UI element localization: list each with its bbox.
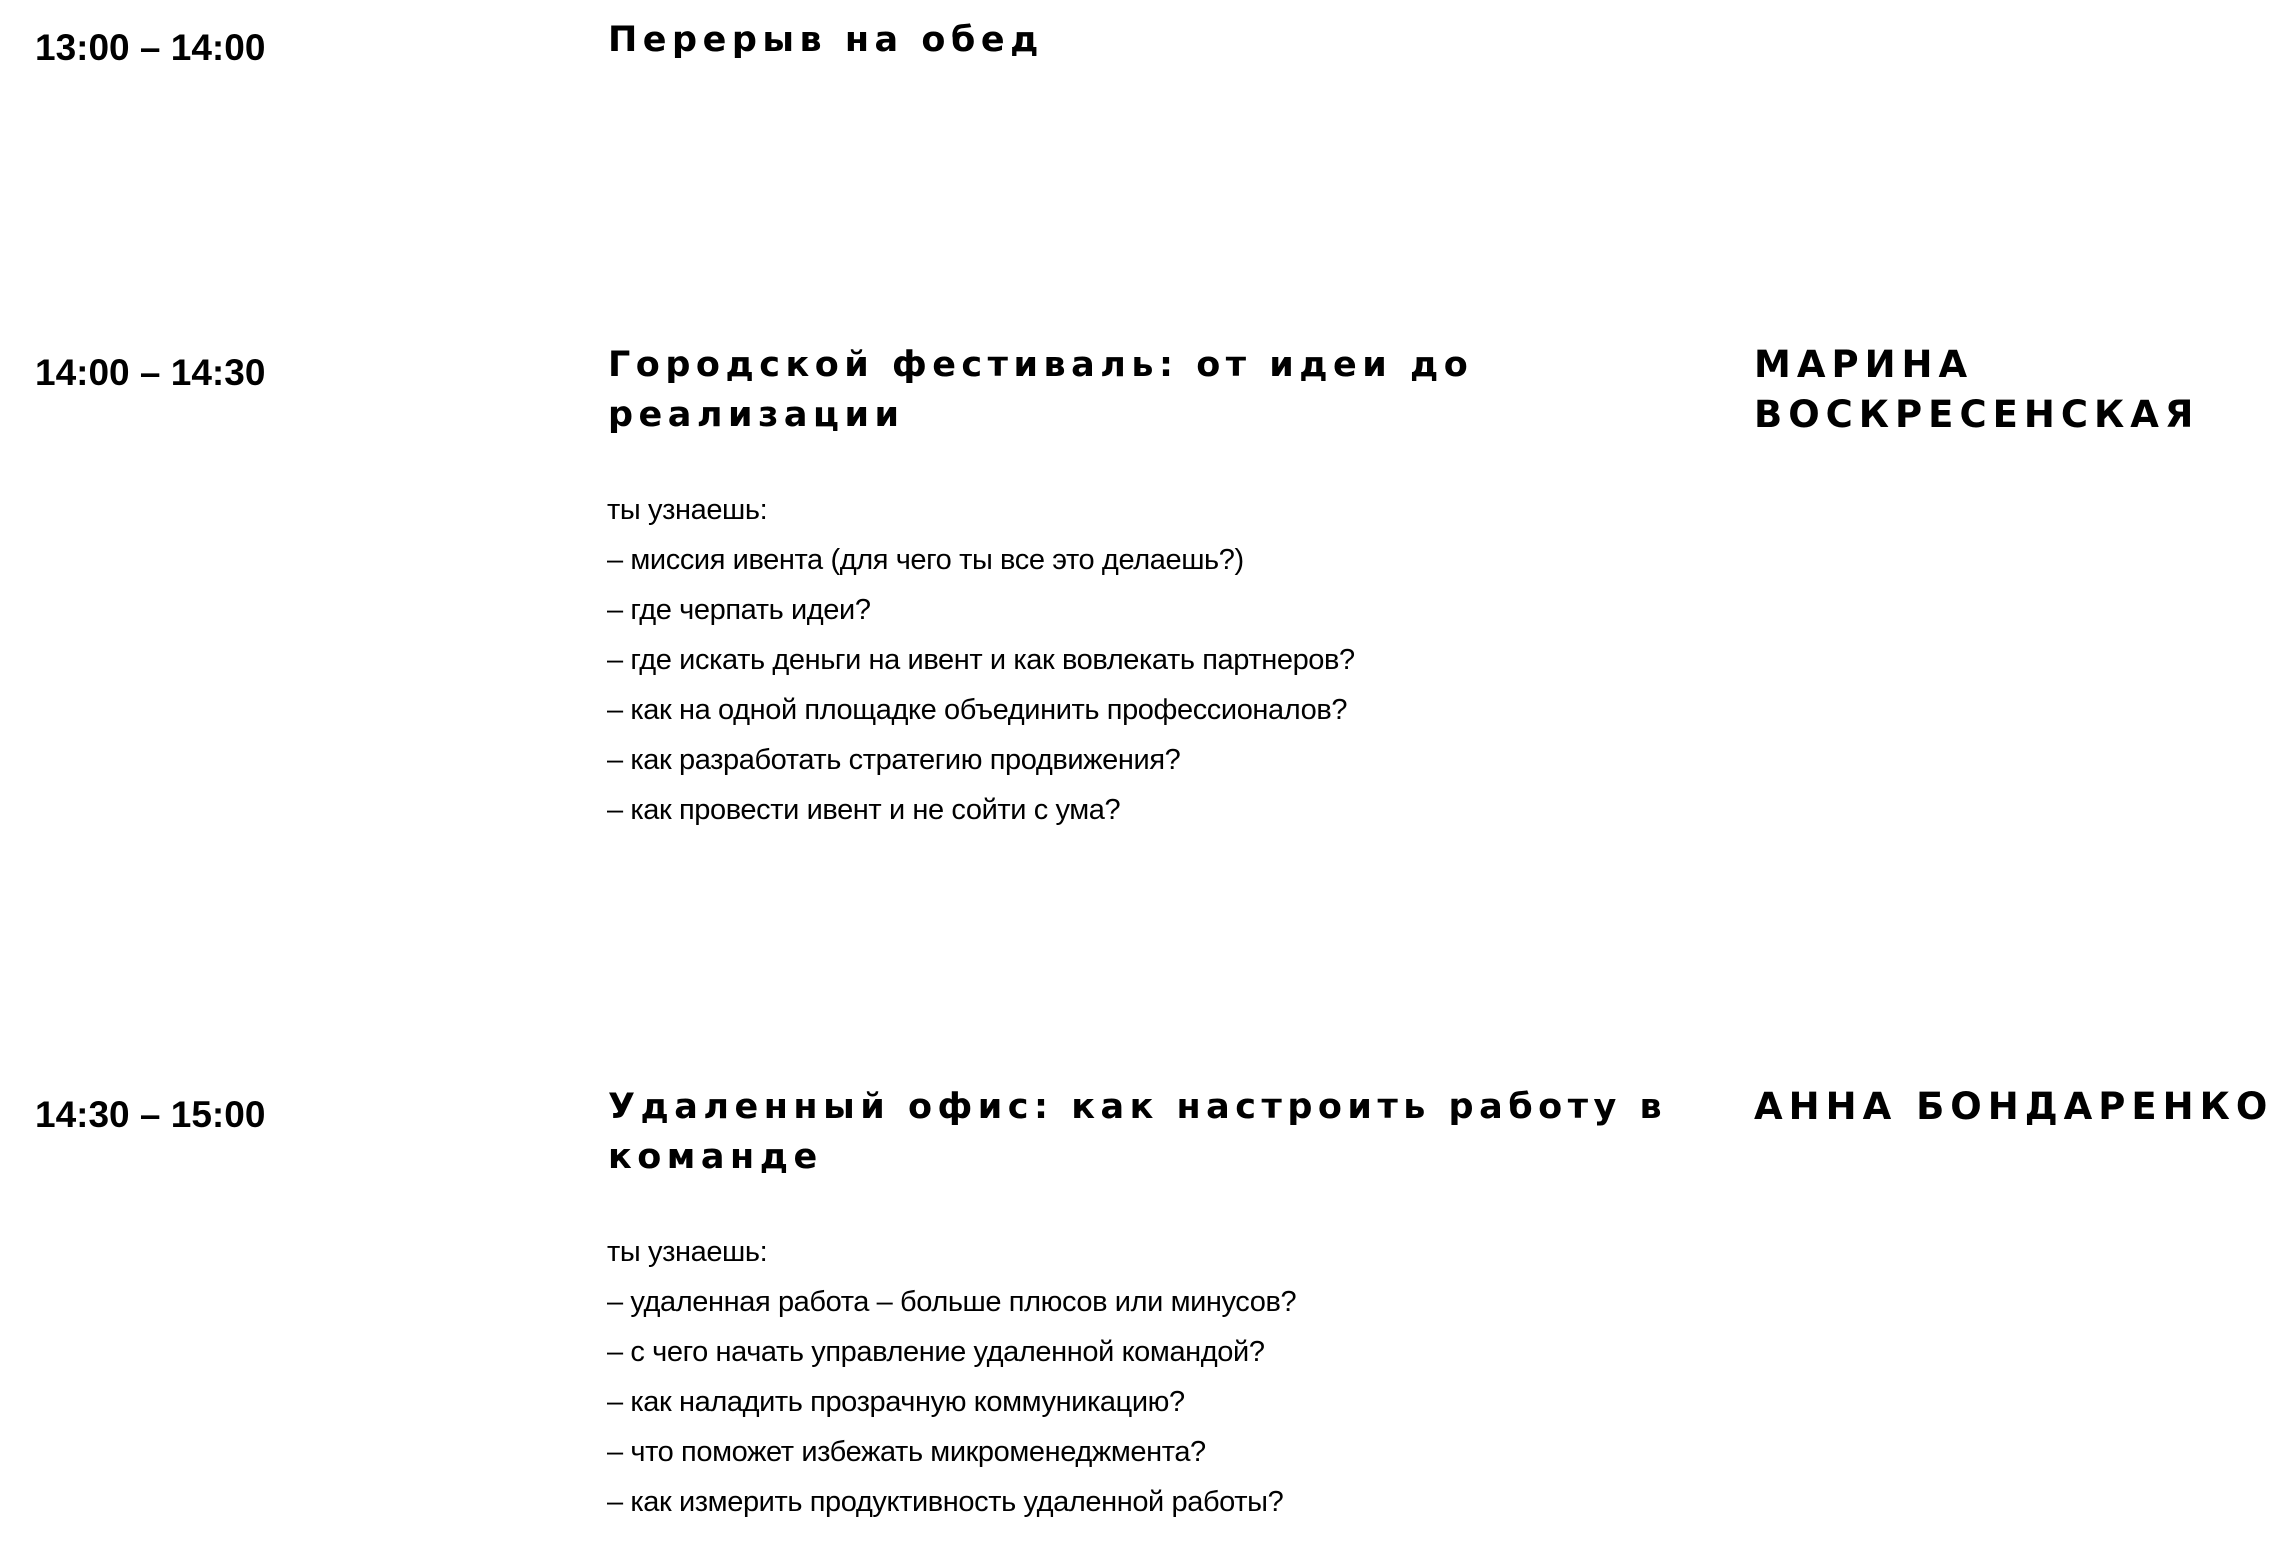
speaker-name: АННА БОНДАРЕНКО [1754, 1085, 2274, 1128]
session-time: 14:30 – 15:00 [35, 1094, 266, 1135]
session-description [607, 1227, 1727, 1527]
speaker-name: МАРИНА ВОСКРЕСЕНСКАЯ [1754, 343, 2200, 436]
description-point: – как на одной площадке объединить профессионалов? [607, 694, 1348, 726]
session-title: Городской фестиваль: от идеи до реализации [608, 345, 1474, 435]
session-title: Перерыв на обед [608, 20, 1044, 60]
description-intro: ты узнаешь: [607, 494, 768, 526]
description-point: – как измерить продуктивность удаленной работы? [607, 1486, 1284, 1518]
description-point: – с чего начать управление удаленной командой? [607, 1336, 1265, 1368]
session-time: 13:00 – 14:00 [35, 27, 266, 68]
description-point: – что поможет избежать микроменеджмента? [607, 1436, 1206, 1468]
description-point: – как разработать стратегию продвижения? [607, 744, 1181, 776]
description-intro: ты узнаешь: [607, 1236, 768, 1268]
session-description [607, 485, 1727, 835]
description-point: – удаленная работа – больше плюсов или минусов? [607, 1286, 1297, 1318]
description-point: – миссия ивента (для чего ты все это делаешь?) [607, 544, 1244, 576]
session-title: Удаленный офис: как настроить работу в команде [608, 1087, 1668, 1177]
description-point: – как провести ивент и не сойти с ума? [607, 794, 1121, 826]
session-time: 14:00 – 14:30 [35, 352, 266, 393]
description-point: – где черпать идеи? [607, 594, 871, 626]
description-point: – где искать деньги на ивент и как вовлекать партнеров? [607, 644, 1355, 676]
description-point: – как наладить прозрачную коммуникацию? [607, 1386, 1185, 1418]
